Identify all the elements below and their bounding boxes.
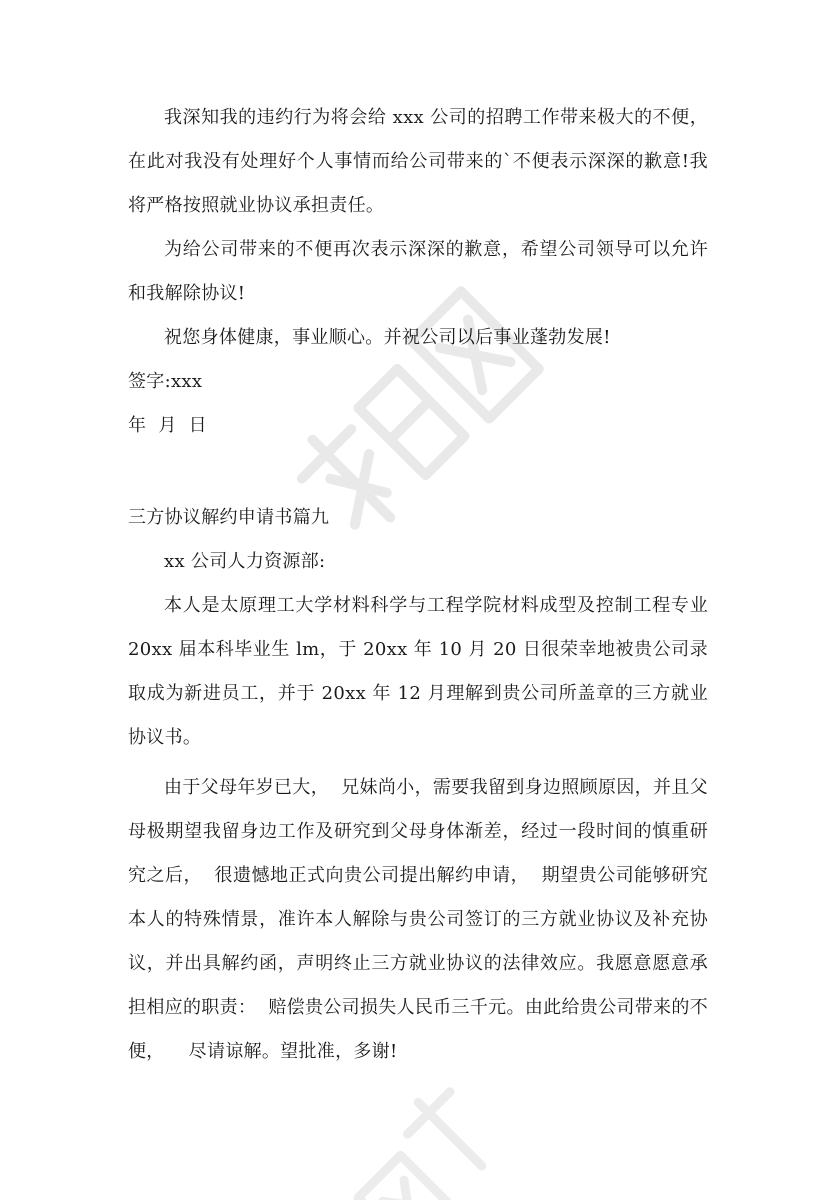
paragraph: 由于父母年岁已大， 兄妹尚小，需要我留到身边照顾原因，并且父母极期望我留身边工作及研究到父母身体渐差，经过一段时间的慎重研究之后， 很遗憾地正式向贵公司提出解约申请， 期望贵公司能够研究本人的特殊情景，准许本人解除与贵公司签订的三方就业协议及补充协议，并出具解约函，声明终止三方就业协议的法律效应。我愿意愿意承担相应的职责： 赔偿贵公司损失人民币三千元。由此给贵公司带来的不便， 尽请谅解。望批准，多谢! — [128, 777, 708, 1062]
paragraph: 本人是太原理工大学材料科学与工程学院材料成型及控制工程专业 20xx 届本科毕业生 lm，于 20xx 年 10 月 20 日很荣幸地被贵公司录取成为新进员工，并于 20xx 年 12 月理解到贵公司所盖章的三方就业协议书。 — [128, 595, 708, 748]
recipient-line: xx 公司人力资源部: — [164, 551, 326, 572]
paragraph: 祝您身体健康，事业顺心。并祝公司以后事业蓬勃发展! — [164, 327, 611, 348]
section-spacer — [128, 448, 708, 496]
date-line: 年 月 日 — [128, 415, 207, 436]
paragraph: 为给公司带来的不便再次表示深深的歉意，希望公司领导可以允许和我解除协议! — [128, 239, 708, 304]
section-title: 三方协议解约申请书篇九 — [128, 507, 330, 528]
document-body — [128, 96, 708, 1074]
signature-line: 签字:xxx — [128, 371, 203, 392]
paragraph: 我深知我的违约行为将会给 xxx 公司的招聘工作带来极大的不便，在此对我没有处理好个人事情而给公司带来的`不便表示深深的歉意!我将严格按照就业协议承担责任。 — [128, 107, 708, 216]
